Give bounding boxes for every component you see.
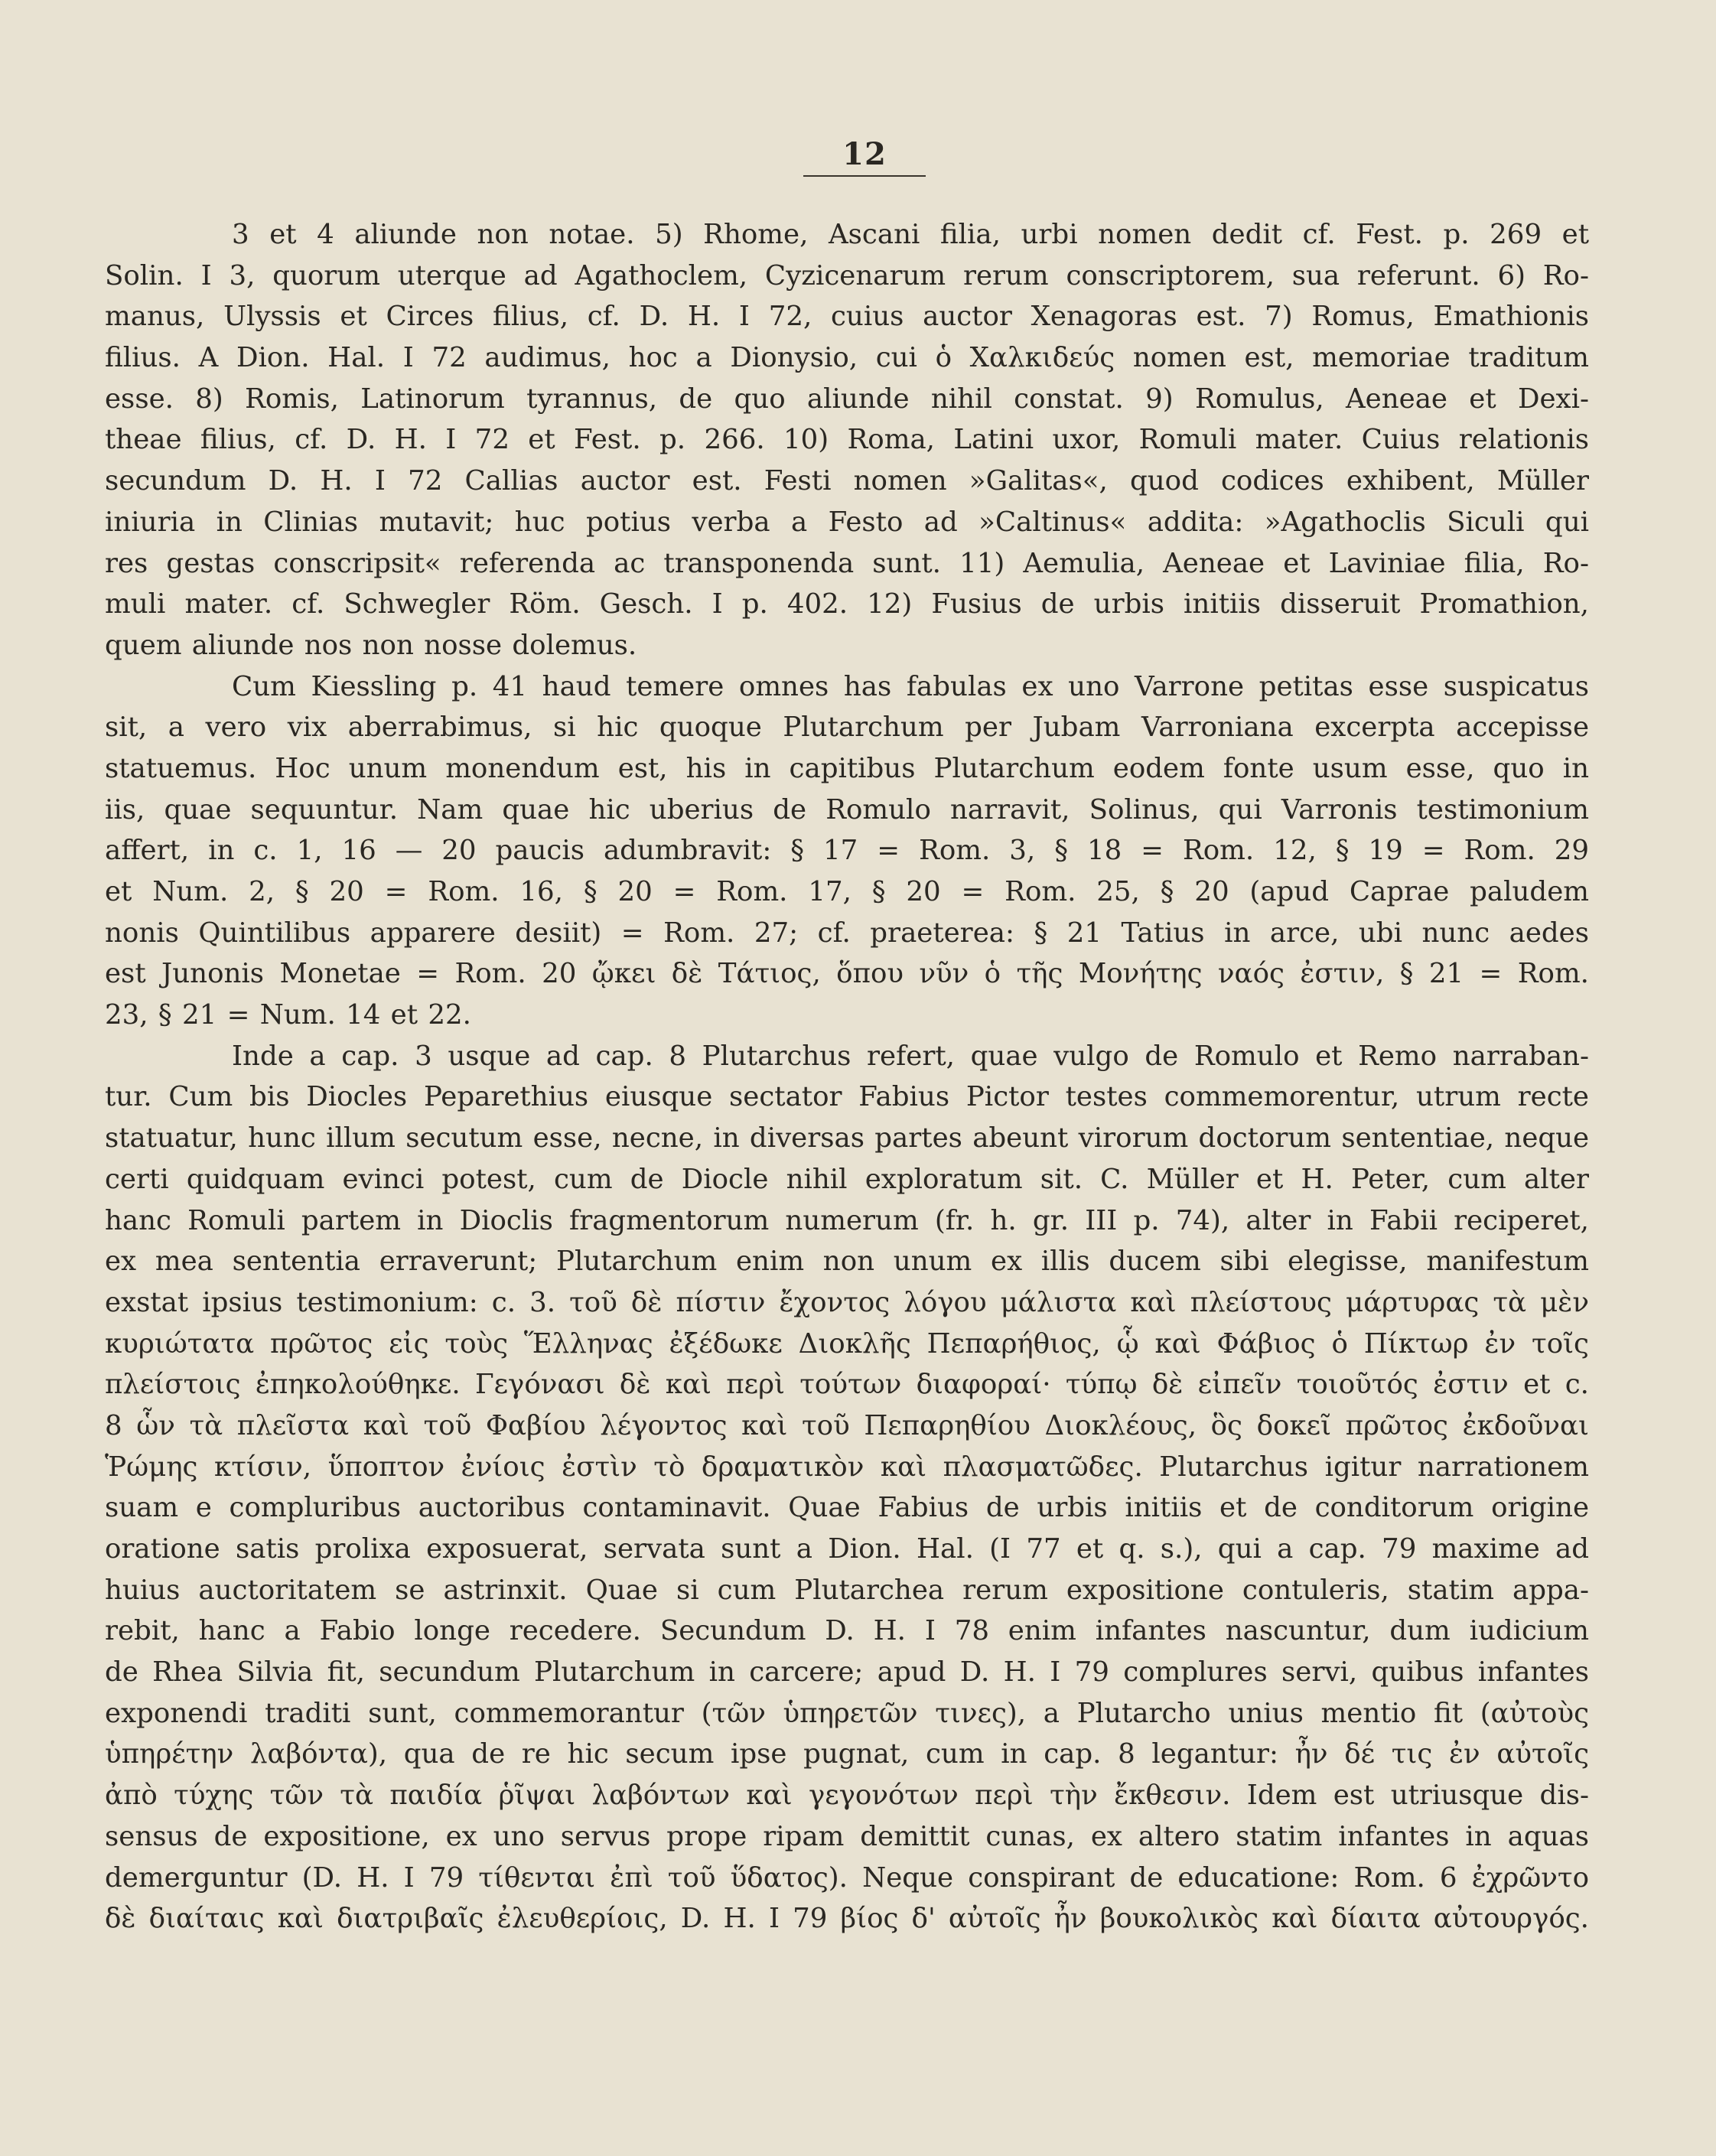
- text-line: esse. 8) Romis, Latinorum tyrannus, de quo aliunde nihil constat. 9) Romulus, Aeneae et Dexi-: [105, 383, 1589, 415]
- text-line: ex mea sententia erraverunt; Plutarchum enim non unum ex illis ducem sibi elegisse, manifestum: [105, 1246, 1589, 1278]
- text-line: sit, a vero vix aberrabimus, si hic quoque Plutarchum per Jubam Varroniana excerpta accepisse: [105, 712, 1589, 744]
- text-line: res gestas conscripsit« referenda ac transponenda sunt. 11) Aemulia, Aeneae et Laviniae filia, Ro-: [105, 547, 1589, 579]
- text-line: κυριώτατα πρῶτος εἰς τοὺς Ἕλληνας ἐξέδωκε Διοκλῆς Πεπαρήθιος, ᾧ καὶ Φάβιος ὁ Πίκτωρ ἐν τοῖς: [105, 1327, 1589, 1360]
- text-line: exponendi traditi sunt, commemorantur (τῶν ὑπηρετῶν τινες), a Plutarcho unius mentio fit (αὐτοὺς: [105, 1697, 1589, 1729]
- text-line: secundum D. H. I 72 Callias auctor est. Festi nomen »Galitas«, quod codices exhibent, Müller: [105, 465, 1589, 497]
- text-line: statuatur, hunc illum secutum esse, necne, in diversas partes abeunt virorum doctorum sententiae, neque: [105, 1122, 1590, 1155]
- text-line: quem aliunde nos non nosse dolemus.: [105, 629, 637, 661]
- text-line: ὑπηρέτην λαβόντα), qua de re hic secum ipse pugnat, cum in cap. 8 legantur: ἦν δέ τις ἐν αὐτοῖς: [105, 1738, 1589, 1770]
- text-line: Inde a cap. 3 usque ad cap. 8 Plutarchus refert, quae vulgo de Romulo et Remo narraban-: [232, 1040, 1589, 1072]
- text-line: exstat ipsius testimonium: c. 3. τοῦ δὲ πίστιν ἔχοντος λόγου μάλιστα καὶ πλείστους μάρτυρας τὰ μὲν: [105, 1286, 1589, 1318]
- text-line: rebit, hanc a Fabio longe recedere. Secundum D. H. I 78 enim infantes nascuntur, dum iudicium: [105, 1615, 1589, 1647]
- text-line: demerguntur (D. H. I 79 τίθενται ἐπὶ τοῦ ὕδατος). Neque conspirant de educatione: Rom. 6 ἐχρῶντο: [105, 1861, 1589, 1894]
- text-line: tur. Cum bis Diocles Peparethius eiusque sectator Fabius Pictor testes commemorentur, utrum recte: [105, 1081, 1589, 1113]
- text-line: est Junonis Monetae = Rom. 20 ᾤκει δὲ Τάτιος, ὅπου νῦν ὁ τῆς Μονήτης ναός ἐστιν, § 21 = Rom.: [105, 958, 1589, 990]
- text-line: 8 ὧν τὰ πλεῖστα καὶ τοῦ Φαβίου λέγοντος καὶ τοῦ Πεπαρηθίου Διοκλέους, ὃς δοκεῖ πρῶτος ἐκδοῦναι: [105, 1409, 1589, 1441]
- text-line: de Rhea Silvia fit, secundum Plutarchum in carcere; apud D. H. I 79 complures servi, quibus infantes: [105, 1656, 1589, 1689]
- text-line: 23, § 21 = Num. 14 et 22.: [105, 999, 471, 1031]
- page-number-rule: [803, 175, 926, 177]
- text-line: iniuria in Clinias mutavit; huc potius verba a Festo ad »Caltinus« addita: »Agathoclis Siculi qui: [105, 506, 1589, 538]
- text-line: sensus de expositione, ex uno servus prope ripam demittit cunas, ex altero statim infantes in aquas: [105, 1820, 1589, 1852]
- text-line: filius. A Dion. Hal. I 72 audimus, hoc a Dionysio, cui ὁ Χαλκιδεύς nomen est, memoriae traditum: [105, 342, 1589, 374]
- text-line: manus, Ulyssis et Circes filius, cf. D. H. I 72, cuius auctor Xenagoras est. 7) Romus, Emathionis: [105, 301, 1589, 333]
- text-line: affert, in c. 1, 16 — 20 paucis adumbravit: § 17 = Rom. 3, § 18 = Rom. 12, § 19 = Rom. 29: [105, 835, 1589, 867]
- text-line: hanc Romuli partem in Dioclis fragmentorum numerum (fr. h. gr. III p. 74), alter in Fabii reciperet,: [105, 1204, 1589, 1236]
- text-line: 3 et 4 aliunde non notae. 5) Rhome, Ascani filia, urbi nomen dedit cf. Fest. p. 269 et: [232, 219, 1589, 250]
- page-number: 12: [842, 136, 887, 172]
- text-line: Ῥώμης κτίσιν, ὕποπτον ἐνίοις ἐστὶν τὸ δραματικὸν καὶ πλασματῶδες. Plutarchus igitur narrationem: [105, 1451, 1589, 1483]
- text-line: ἀπὸ τύχης τῶν τὰ παιδία ῥῖψαι λαβόντων καὶ γεγονότων περὶ τὴν ἔκθεσιν. Idem est utriusque dis-: [105, 1780, 1589, 1812]
- text-line: statuemus. Hoc unum monendum est, his in capitibus Plutarchum eodem fonte usum esse, quo in: [105, 752, 1589, 784]
- text-line: δὲ διαίταις καὶ διατριβαῖς ἐλευθερίοις, D. H. I 79 βίος δ' αὐτοῖς ἦν βουκολικὸς καὶ δίαιτα αὐτουργός.: [105, 1903, 1589, 1935]
- text-line: certi quidquam evinci potest, cum de Diocle nihil exploratum sit. C. Müller et H. Peter, cum alter: [105, 1163, 1589, 1195]
- text-line: nonis Quintilibus apparere desiit) = Rom. 27; cf. praeterea: § 21 Tatius in arce, ubi nunc aedes: [105, 917, 1589, 949]
- text-line: πλείστοις ἐπηκολούθηκε. Γεγόνασι δὲ καὶ περὶ τούτων διαφοραί· τύπῳ δὲ εἰπεῖν τοιοῦτός ἐστιν et c.: [105, 1369, 1589, 1401]
- text-line: et Num. 2, § 20 = Rom. 16, § 20 = Rom. 17, § 20 = Rom. 25, § 20 (apud Caprae paludem: [105, 876, 1589, 907]
- text-line: iis, quae sequuntur. Nam quae hic uberius de Romulo narravit, Solinus, qui Varronis testimonium: [105, 793, 1589, 826]
- text-line: suam e compluribus auctoribus contaminavit. Quae Fabius de urbis initiis et de conditorum origine: [105, 1492, 1589, 1524]
- text-line: huius auctoritatem se astrinxit. Quae si cum Plutarchea rerum expositione contuleris, statim appa-: [105, 1574, 1589, 1606]
- text-line: oratione satis prolixa exposuerat, servata sunt a Dion. Hal. (I 77 et q. s.), qui a cap. 79 maxime ad: [105, 1533, 1589, 1565]
- text-line: Cum Kiessling p. 41 haud temere omnes has fabulas ex uno Varrone petitas esse suspicatus: [232, 670, 1589, 702]
- body-text: [105, 214, 1589, 1939]
- text-line: theae filius, cf. D. H. I 72 et Fest. p. 266. 10) Roma, Latini uxor, Romuli mater. Cuius relationis: [105, 424, 1589, 456]
- text-line: muli mater. cf. Schwegler Röm. Gesch. I p. 402. 12) Fusius de urbis initiis disseruit Promathion,: [105, 588, 1589, 620]
- text-line: Solin. I 3, quorum uterque ad Agathoclem, Cyzicenarum rerum conscriptorem, sua referunt. 6) Ro-: [105, 259, 1589, 291]
